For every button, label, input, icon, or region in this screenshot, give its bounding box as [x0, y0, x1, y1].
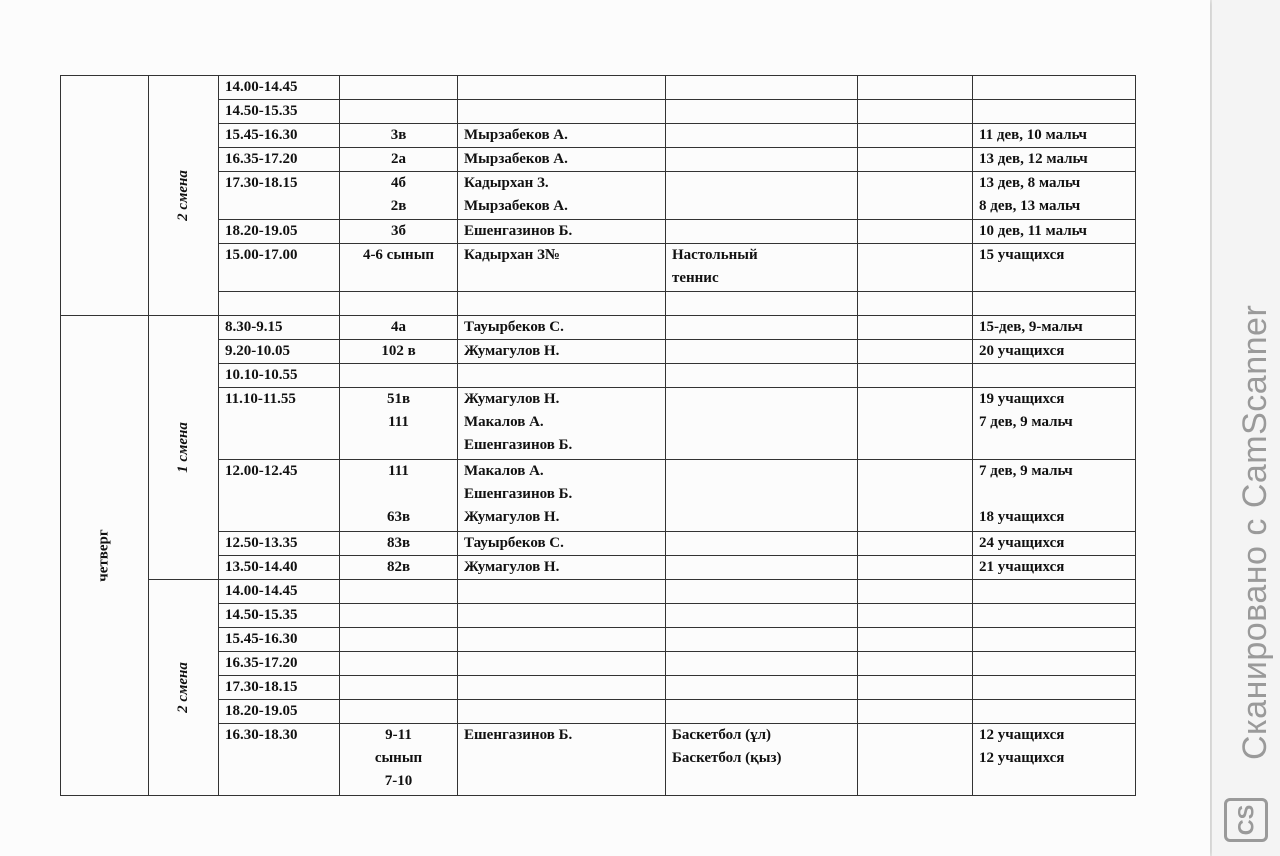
class-cell — [340, 676, 458, 700]
class-cell-line: 7-10 — [384, 773, 413, 789]
class-cell — [340, 316, 458, 340]
count-cell — [973, 292, 1136, 316]
count-cell — [973, 628, 1136, 652]
activity-cell — [666, 556, 858, 580]
day-label-text: четверг — [96, 529, 112, 582]
extra-cell — [858, 172, 973, 220]
extra-cell — [858, 388, 973, 460]
extra-cell — [858, 724, 973, 796]
count-cell-line: 12 учащихся — [979, 727, 1065, 743]
time-cell: 15.45-16.30 — [219, 628, 340, 652]
teacher-cell-line: Ешенгазинов Б. — [464, 223, 573, 239]
time-cell: 17.30-18.15 — [219, 172, 340, 220]
class-cell — [340, 460, 458, 532]
table-row — [61, 388, 1136, 460]
table-row — [61, 172, 1136, 220]
teacher-cell — [458, 388, 666, 460]
class-cell — [340, 652, 458, 676]
count-cell — [973, 100, 1136, 124]
table-row — [61, 628, 1136, 652]
class-cell-line: 3б — [391, 223, 406, 239]
class-cell-line: 3в — [390, 127, 407, 143]
activity-cell-line: Баскетбол (қыз) — [672, 750, 782, 766]
table-row — [61, 700, 1136, 724]
count-cell-line: 10 дев, 11 мальч — [979, 223, 1087, 239]
table-row — [61, 676, 1136, 700]
teacher-cell — [458, 580, 666, 604]
schedule-table — [60, 75, 1136, 796]
time-cell: 18.20-19.05 — [219, 700, 340, 724]
activity-cell-line: Настольный — [672, 247, 758, 263]
class-cell — [340, 724, 458, 796]
count-cell-line: 11 дев, 10 мальч — [979, 127, 1087, 143]
teacher-cell — [458, 172, 666, 220]
count-cell — [973, 604, 1136, 628]
shift-label-1-text: 1 смена — [174, 422, 191, 473]
camscanner-watermark-text: Сканировано с CamScanner — [1236, 304, 1274, 760]
teacher-cell-line: Мырзабеков А. — [464, 127, 568, 143]
activity-cell — [666, 700, 858, 724]
extra-cell — [858, 76, 973, 100]
teacher-cell-line: Тауырбеков С. — [464, 535, 564, 551]
count-cell-line: 15-дев, 9-мальч — [979, 319, 1083, 335]
extra-cell — [858, 316, 973, 340]
count-cell-line: 19 учащихся — [979, 391, 1065, 407]
table-row — [61, 220, 1136, 244]
class-cell — [340, 556, 458, 580]
teacher-cell — [458, 220, 666, 244]
class-cell — [340, 172, 458, 220]
count-cell — [973, 676, 1136, 700]
shift-label-2-top — [149, 76, 219, 316]
extra-cell — [858, 220, 973, 244]
extra-cell — [858, 580, 973, 604]
time-cell: 11.10-11.55 — [219, 388, 340, 460]
time-cell: 13.50-14.40 — [219, 556, 340, 580]
time-cell: 14.50-15.35 — [219, 604, 340, 628]
count-cell-line: 7 дев, 9 мальч — [979, 414, 1073, 430]
count-cell — [973, 364, 1136, 388]
teacher-cell — [458, 76, 666, 100]
class-cell-line: 51в — [386, 391, 411, 407]
teacher-cell — [458, 364, 666, 388]
count-cell — [973, 556, 1136, 580]
time-cell: 10.10-10.55 — [219, 364, 340, 388]
count-cell — [973, 316, 1136, 340]
table-row — [61, 364, 1136, 388]
count-cell-line: 7 дев, 9 мальч — [979, 463, 1073, 479]
extra-cell — [858, 676, 973, 700]
teacher-cell — [458, 700, 666, 724]
count-cell — [973, 340, 1136, 364]
teacher-cell-line: Жумагулов Н. — [464, 343, 560, 359]
class-cell-line: 4а — [391, 319, 406, 335]
class-cell — [340, 580, 458, 604]
count-cell-line: 8 дев, 13 мальч — [979, 198, 1081, 214]
class-cell-line — [346, 483, 451, 506]
count-cell — [973, 124, 1136, 148]
count-cell-line: 24 учащихся — [979, 535, 1065, 551]
teacher-cell — [458, 124, 666, 148]
activity-cell — [666, 460, 858, 532]
teacher-cell — [458, 316, 666, 340]
teacher-cell-line: Жумагулов Н. — [464, 559, 560, 575]
extra-cell — [858, 340, 973, 364]
activity-cell — [666, 580, 858, 604]
previous-day-cell — [61, 76, 149, 316]
count-cell — [973, 532, 1136, 556]
class-cell-line: 111 — [388, 463, 409, 479]
time-cell: 17.30-18.15 — [219, 676, 340, 700]
teacher-cell-line: Жумагулов Н. — [464, 391, 560, 407]
table-row — [61, 340, 1136, 364]
table-row — [61, 532, 1136, 556]
class-cell — [340, 100, 458, 124]
activity-cell — [666, 220, 858, 244]
activity-cell — [666, 172, 858, 220]
count-cell — [973, 220, 1136, 244]
class-cell — [340, 76, 458, 100]
activity-cell — [666, 604, 858, 628]
teacher-cell-line: Мырзабеков А. — [464, 151, 568, 167]
class-cell-line: 82в — [386, 559, 411, 575]
class-cell — [340, 220, 458, 244]
count-cell-line — [979, 483, 1129, 506]
table-row — [61, 604, 1136, 628]
class-cell — [340, 340, 458, 364]
extra-cell — [858, 460, 973, 532]
count-cell-line: 12 учащихся — [979, 750, 1065, 766]
extra-cell — [858, 628, 973, 652]
activity-cell — [666, 388, 858, 460]
activity-cell — [666, 100, 858, 124]
shift-label-2-bottom-text: 2 смена — [174, 662, 191, 713]
shift-label-2-bottom — [149, 580, 219, 796]
count-cell-line: 13 дев, 12 мальч — [979, 151, 1088, 167]
activity-cell — [666, 244, 858, 292]
teacher-cell-line: Мырзабеков А. — [464, 198, 568, 214]
table-row — [61, 100, 1136, 124]
time-cell: 15.45-16.30 — [219, 124, 340, 148]
activity-cell — [666, 364, 858, 388]
count-cell — [973, 388, 1136, 460]
teacher-cell-line: Кадырхан З№ — [464, 247, 561, 263]
time-cell: 14.00-14.45 — [219, 76, 340, 100]
activity-cell-line: теннис — [672, 270, 719, 286]
time-cell: 16.35-17.20 — [219, 652, 340, 676]
time-cell: 15.00-17.00 — [219, 244, 340, 292]
table-row — [61, 316, 1136, 340]
extra-cell — [858, 244, 973, 292]
class-cell-line: 4-6 сынып — [362, 247, 435, 263]
teacher-cell — [458, 724, 666, 796]
activity-cell — [666, 148, 858, 172]
class-cell — [340, 388, 458, 460]
table-row — [61, 724, 1136, 796]
extra-cell — [858, 556, 973, 580]
class-cell-line — [346, 434, 451, 457]
activity-cell — [666, 628, 858, 652]
class-cell-line: 111 — [388, 414, 409, 430]
extra-cell — [858, 700, 973, 724]
teacher-cell — [458, 556, 666, 580]
count-cell-line: 20 учащихся — [979, 343, 1065, 359]
count-cell-line: 18 учащихся — [979, 509, 1065, 525]
class-cell-line: 2в — [390, 198, 407, 214]
count-cell — [973, 700, 1136, 724]
time-cell: 12.00-12.45 — [219, 460, 340, 532]
activity-cell-line: Баскетбол (ұл) — [672, 727, 772, 743]
table-row — [61, 148, 1136, 172]
count-cell — [973, 652, 1136, 676]
class-cell-line: 2а — [391, 151, 406, 167]
activity-cell — [666, 652, 858, 676]
count-cell-line: 13 дев, 8 мальч — [979, 175, 1081, 191]
class-cell — [340, 148, 458, 172]
time-cell — [219, 292, 340, 316]
class-cell-line: 9-11 — [385, 727, 412, 743]
activity-cell — [666, 724, 858, 796]
table-row — [61, 292, 1136, 316]
time-cell: 9.20-10.05 — [219, 340, 340, 364]
count-cell — [973, 724, 1136, 796]
table-row — [61, 124, 1136, 148]
extra-cell — [858, 292, 973, 316]
table-row — [61, 76, 1136, 100]
class-cell — [340, 532, 458, 556]
count-cell-line: 21 учащихся — [979, 559, 1065, 575]
table-row — [61, 556, 1136, 580]
time-cell: 14.00-14.45 — [219, 580, 340, 604]
teacher-cell — [458, 532, 666, 556]
extra-cell — [858, 100, 973, 124]
class-cell — [340, 292, 458, 316]
activity-cell — [666, 532, 858, 556]
teacher-cell-line: Ешенгазинов Б. — [464, 727, 573, 743]
class-cell-line: сынып — [374, 750, 423, 766]
class-cell — [340, 628, 458, 652]
class-cell — [340, 124, 458, 148]
count-cell — [973, 244, 1136, 292]
table-row — [61, 460, 1136, 532]
count-cell-line: 15 учащихся — [979, 247, 1065, 263]
teacher-cell — [458, 148, 666, 172]
extra-cell — [858, 148, 973, 172]
shift-label-2-top-text: 2 смена — [174, 170, 191, 221]
teacher-cell — [458, 100, 666, 124]
class-cell-line: 83в — [386, 535, 411, 551]
class-cell — [340, 700, 458, 724]
activity-cell — [666, 340, 858, 364]
class-cell-line: 63в — [386, 509, 411, 525]
extra-cell — [858, 604, 973, 628]
extra-cell — [858, 124, 973, 148]
class-cell-line: 4б — [391, 175, 406, 191]
teacher-cell — [458, 460, 666, 532]
class-cell-line: 102 в — [381, 343, 416, 359]
count-cell — [973, 148, 1136, 172]
teacher-cell-line: Кадырхан З. — [464, 175, 549, 191]
teacher-cell-line: Жумагулов Н. — [464, 509, 560, 525]
teacher-cell — [458, 292, 666, 316]
table-row — [61, 244, 1136, 292]
teacher-cell-line: Макалов А. — [464, 414, 544, 430]
teacher-cell — [458, 652, 666, 676]
camscanner-logo-text: CS — [1233, 804, 1258, 836]
camscanner-logo — [1224, 798, 1268, 842]
extra-cell — [858, 532, 973, 556]
time-cell: 12.50-13.35 — [219, 532, 340, 556]
teacher-cell — [458, 676, 666, 700]
count-cell — [973, 460, 1136, 532]
teacher-cell-line: Ешенгазинов Б. — [464, 437, 573, 453]
activity-cell — [666, 292, 858, 316]
time-cell: 18.20-19.05 — [219, 220, 340, 244]
count-cell — [973, 580, 1136, 604]
time-cell: 14.50-15.35 — [219, 100, 340, 124]
class-cell — [340, 244, 458, 292]
teacher-cell-line: Макалов А. — [464, 463, 544, 479]
teacher-cell — [458, 604, 666, 628]
teacher-cell — [458, 340, 666, 364]
activity-cell — [666, 76, 858, 100]
activity-cell — [666, 316, 858, 340]
activity-cell — [666, 676, 858, 700]
teacher-cell-line: Ешенгазинов Б. — [464, 486, 573, 502]
teacher-cell — [458, 244, 666, 292]
count-cell-line — [979, 434, 1129, 457]
extra-cell — [858, 652, 973, 676]
table-row — [61, 580, 1136, 604]
activity-cell — [666, 124, 858, 148]
time-cell: 16.30-18.30 — [219, 724, 340, 796]
shift-label-1 — [149, 316, 219, 580]
time-cell: 8.30-9.15 — [219, 316, 340, 340]
teacher-cell-line: Тауырбеков С. — [464, 319, 564, 335]
time-cell: 16.35-17.20 — [219, 148, 340, 172]
table-row — [61, 652, 1136, 676]
day-label — [61, 316, 149, 796]
count-cell — [973, 76, 1136, 100]
teacher-cell — [458, 628, 666, 652]
extra-cell — [858, 364, 973, 388]
class-cell — [340, 604, 458, 628]
class-cell — [340, 364, 458, 388]
count-cell — [973, 172, 1136, 220]
